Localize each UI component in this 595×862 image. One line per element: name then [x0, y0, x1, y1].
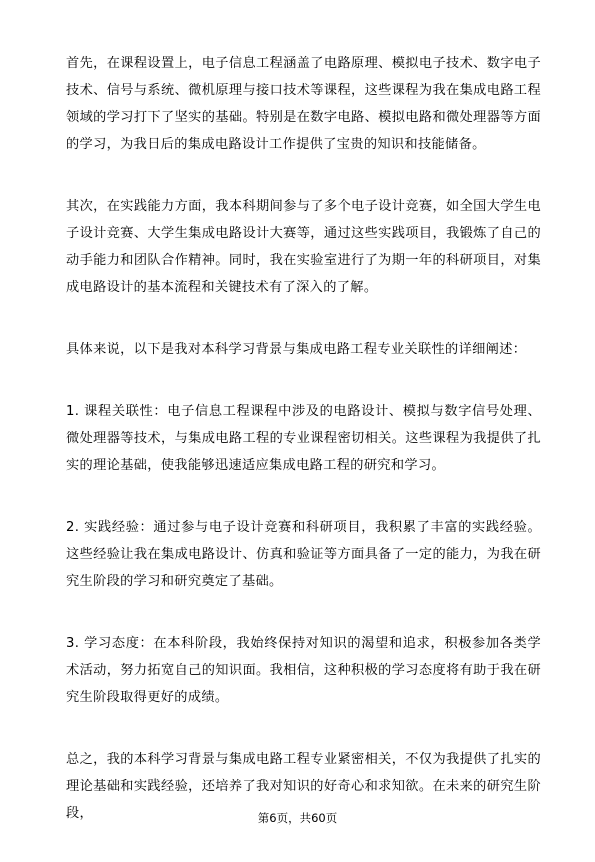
paragraph-practice-ability: 其次，在实践能力方面，我本科期间参与了多个电子设计竞赛，如全国大学生电子设计竞赛、大学生集成电路设计大赛等，通过这些实践项目，我锻炼了自己的动手能力和团队合作精神。同时，我在实验室进行了为期一年的科研项目，对集成电路设计的基本流程和关键技术有了深入的了解。 [66, 199, 541, 295]
paragraph-practical-experience: 2. 实践经验：通过参与电子设计竞赛和科研项目，我积累了丰富的实践经验。这些经验让我在集成电路设计、仿真和验证等方面具备了一定的能力，为我在研究生阶段的学习和研究奠定了基础。 [66, 520, 541, 589]
paragraph-detail-intro: 具体来说，以下是我对本科学习背景与集成电路工程专业关联性的详细阐述： [66, 342, 527, 357]
paragraph-course-relevance: 1. 课程关联性：电子信息工程课程中涉及的电路设计、模拟与数字信号处理、微处理器等技术，与集成电路工程的专业课程密切相关。这些课程为我提供了扎实的理论基础，使我能够迅速适应集成电路工程的研究和学习。 [66, 404, 541, 473]
paragraph-curriculum-intro: 首先，在课程设置上，电子信息工程涵盖了电路原理、模拟电子技术、数字电子技术、信号与系统、微机原理与接口技术等课程，这些课程为我在集成电路工程领域的学习打下了坚实的基础。特别是在数字电路、模拟电路和微处理器等方面的学习，为我日后的集成电路设计工作提供了宝贵的知识和技能储备。 [66, 56, 541, 152]
paragraph-learning-attitude: 3. 学习态度：在本科阶段，我始终保持对知识的渴望和追求，积极参加各类学术活动，努力拓宽自己的知识面。我相信，这种积极的学习态度将有助于我在研究生阶段取得更好的成绩。 [66, 636, 541, 705]
paragraph-conclusion: 总之，我的本科学习背景与集成电路工程专业紧密相关，不仅为我提供了扎实的理论基础和实践经验，还培养了我对知识的好奇心和求知欲。在未来的研究生阶段， [66, 752, 541, 821]
page-number-footer: 第6页，共60页 [257, 811, 338, 825]
document-body [66, 50, 541, 862]
